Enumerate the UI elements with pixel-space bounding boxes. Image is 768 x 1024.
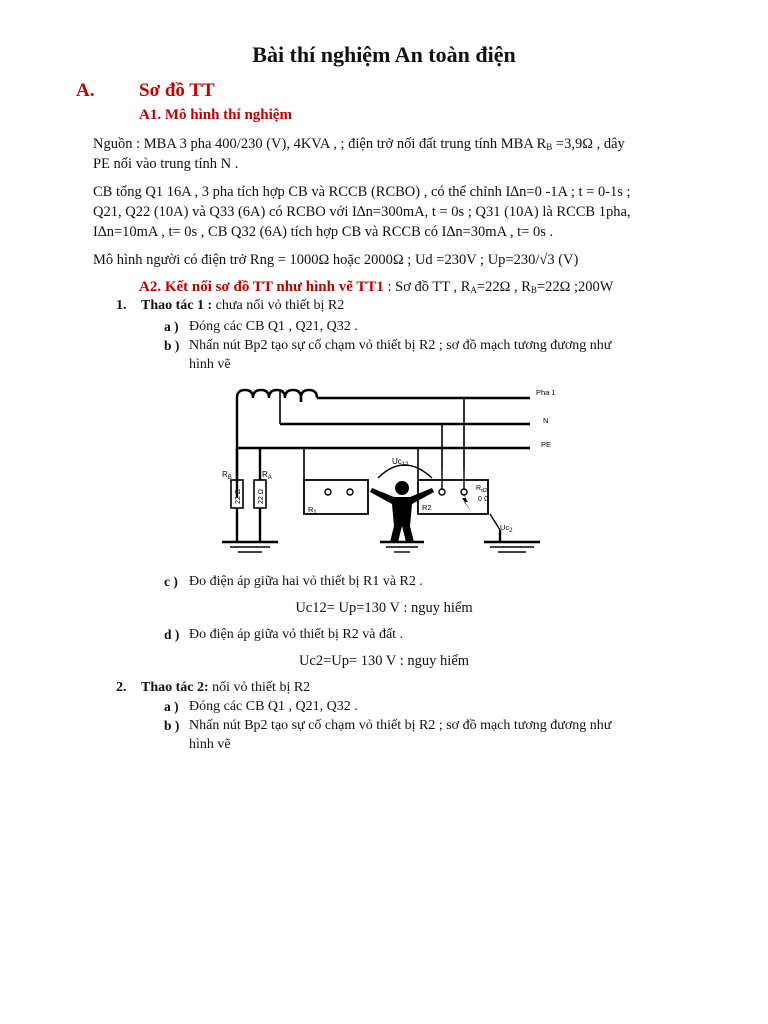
label-rd2-value: 0 Ω <box>478 496 490 503</box>
section-letter: A. <box>76 80 95 101</box>
a2-heading-line: A2. Kết nối sơ đồ TT như hình vẽ TT1 : Sơ đồ TT , $R_A=22\Omega$ , $R_B=22\Omega$ ;200W <box>139 279 614 295</box>
step1-c-text: Đo điện áp giữa hai vỏ thiết bị R1 và R2 . <box>189 574 423 589</box>
step1-c-result: Uc12= Up=130 V : nguy hiểm <box>295 600 473 616</box>
step1-d-result: Uc2=Up= 130 V : nguy hiểm <box>298 653 470 669</box>
model-line: Mô hình người có điện trở Rng = 1000Ω hoặc 2000Ω ; Ud =230V ; Up=230/√3 (V) <box>93 252 579 268</box>
step2-b-text-2: hình vẽ <box>189 737 231 752</box>
label-pha1: Pha 1 <box>536 388 556 397</box>
label-rb-value: 22 Ω <box>235 489 242 504</box>
cb-line-3: I∆n=10mA , t= 0s , CB Q32 (6A) tích hợp CB và RCCB có I∆n=30mA , t= 0s . <box>93 224 554 240</box>
transformer-coil-left <box>237 390 301 408</box>
label-rb: $R_B$ <box>222 470 232 481</box>
tt-circuit-diagram <box>200 380 580 560</box>
cb-line-2: Q21, Q22 (10A) và Q33 (6A) có RCBO với I∆n=300mA, t = 0s ; Q31 (10A) là RCCB 1pha, <box>93 204 631 220</box>
step1-d-letter: d ) <box>164 627 180 642</box>
a1-heading: A1. Mô hình thí nghiệm <box>139 107 292 123</box>
label-r1: $R_1$ <box>308 505 317 516</box>
step2-b-text-1: Nhấn nút Bp2 tạo sự cố chạm vỏ thiết bị R2 ; sơ đồ mạch tương đương như <box>189 718 612 733</box>
label-r2: R2 <box>422 503 432 512</box>
step1-b-letter: b ) <box>164 338 180 353</box>
step1-line: Thao tác 1 : chưa nối vỏ thiết bị R2 <box>141 298 345 313</box>
step1-a-letter: a ) <box>164 319 179 334</box>
step1-c-letter: c ) <box>164 574 178 589</box>
label-pe: PE <box>541 440 552 449</box>
step1-d-text: Đo điện áp giữa vỏ thiết bị R2 và đất . <box>189 627 404 642</box>
step2-line: Thao tác 2: nối vỏ thiết bị R2 <box>141 680 311 695</box>
source-line-2: PE nối vào trung tính N . <box>93 156 239 172</box>
page-title: Bài thí nghiệm An toàn điện <box>252 42 516 67</box>
label-uc2: $Uc_2$ <box>500 523 513 534</box>
step2-a-letter: a ) <box>164 699 179 714</box>
label-ra-value: 22 Ω <box>258 489 265 504</box>
label-ra: $R_A$ <box>262 470 272 481</box>
step1-number: 1. <box>116 298 127 313</box>
step1-b-text-2: hình vẽ <box>189 357 231 372</box>
step2-b-letter: b ) <box>164 718 180 733</box>
a2-heading: A2. Kết nối sơ đồ TT như hình vẽ TT1 <box>139 279 384 295</box>
label-rd2: $R_{d2}$ <box>476 485 488 494</box>
cb-line-1: CB tổng Q1 16A , 3 pha tích hợp CB và RCCB (RCBO) , có thể chỉnh I∆n=0 -1A ; t = 0-1s ; <box>93 184 631 200</box>
step2-number: 2. <box>116 680 127 695</box>
source-line-1: Nguồn : MBA 3 pha 400/230 (V), 4KVA , ; điện trở nối đất trung tính MBA $R_B =3,9\Omega$ , dây <box>93 136 625 152</box>
label-n: N <box>543 416 549 425</box>
label-uc12: $Uc_{12}$ <box>392 457 409 468</box>
step2-a-text: Đóng các CB Q1 , Q21, Q32 . <box>189 699 358 714</box>
section-title: Sơ đồ TT <box>139 80 215 101</box>
device-r1 <box>304 480 368 514</box>
step1-a-text: Đóng các CB Q1 , Q21, Q32 . <box>189 319 358 334</box>
step1-b-text-1: Nhấn nút Bp2 tạo sự cố chạm vỏ thiết bị R2 ; sơ đồ mạch tương đương như <box>189 338 612 353</box>
